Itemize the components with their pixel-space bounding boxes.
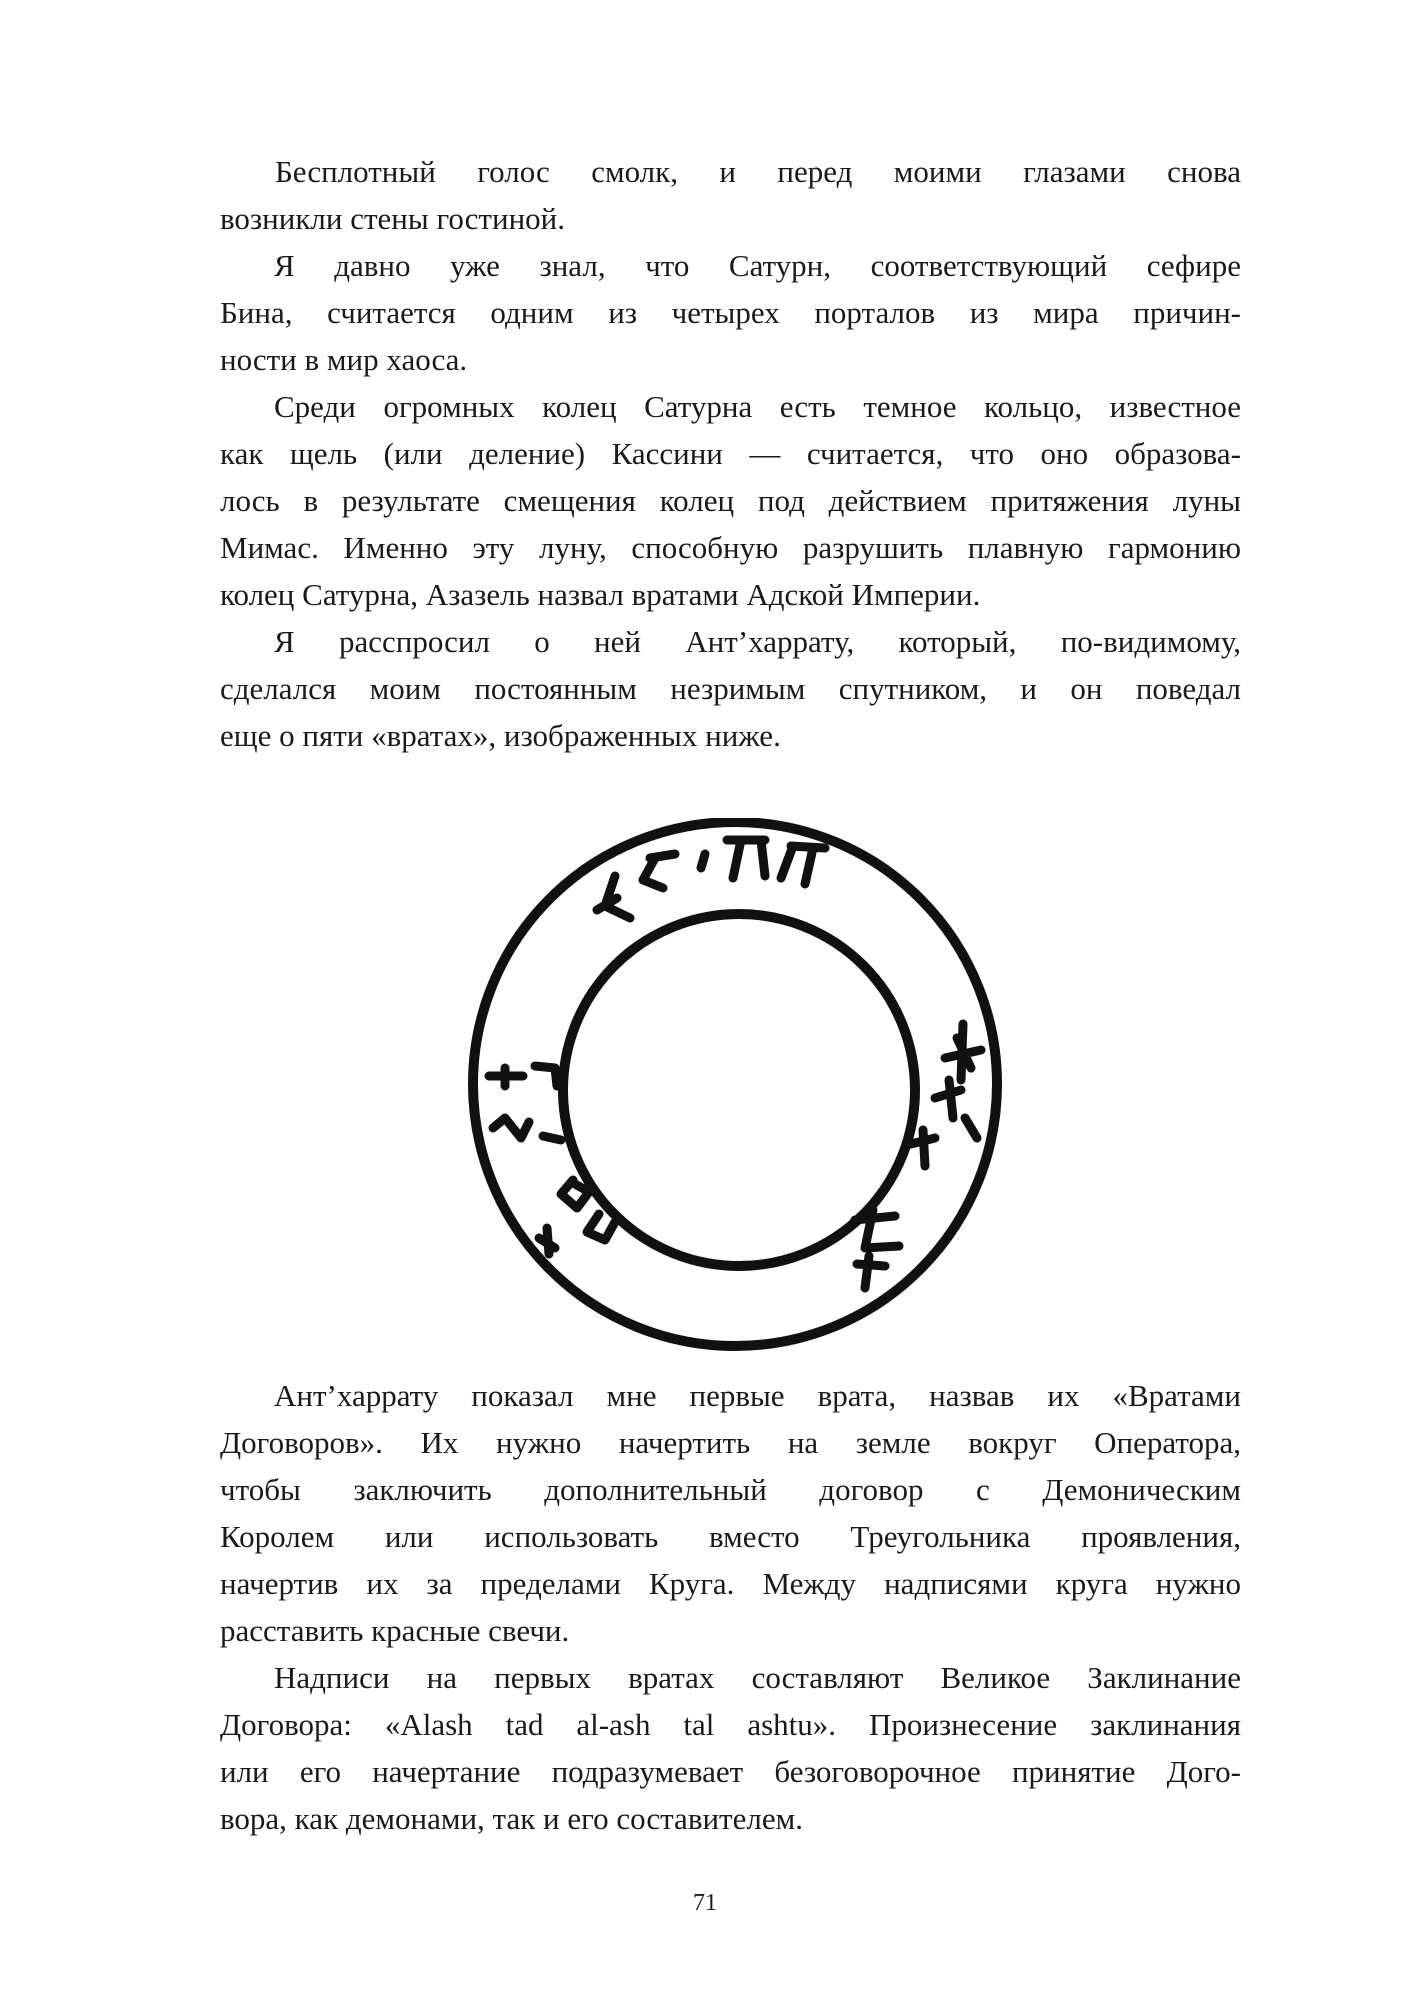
seal-inscription-left bbox=[489, 1066, 615, 1254]
text-line: еще о пяти «вратах», изображенных ниже. bbox=[220, 718, 781, 753]
text-line: чтобы заключить дополнительный договор с Демоническим bbox=[220, 1472, 1241, 1507]
paragraph-5 bbox=[220, 1372, 1241, 1654]
text-line: Я давно уже знал, что Сатурн, соответствующий сефире bbox=[274, 248, 1241, 283]
text-line: Среди огромных колец Сатурна есть темное кольцо, известное bbox=[274, 389, 1241, 424]
text-line: расставить красные свечи. bbox=[220, 1613, 570, 1648]
text-line: лось в результате смещения колец под действием притяжения луны bbox=[220, 483, 1241, 518]
body-text-top bbox=[220, 148, 1241, 759]
paragraph-3 bbox=[220, 383, 1241, 618]
text-line: вора, как демонами, так и его составителем. bbox=[220, 1801, 803, 1836]
text-line: сделался моим постоянным незримым спутником, и он поведал bbox=[220, 671, 1241, 706]
paragraph-4 bbox=[220, 618, 1241, 759]
text-line: как щель (или деление) Кассини — считается, что оно образова- bbox=[220, 436, 1241, 471]
text-line: Ант’харрату показал мне первые врата, назвав их «Вратами bbox=[274, 1378, 1241, 1413]
text-line: Я расспросил о ней Ант’харрату, который, по-видимому, bbox=[274, 624, 1241, 659]
page-number: 71 bbox=[693, 1890, 717, 1916]
text-line: Бесплотный голос смолк, и перед моими глазами снова bbox=[275, 154, 1241, 189]
text-line: Мимас. Именно эту луну, способную разрушить плавную гармонию bbox=[220, 530, 1241, 565]
inner-ring bbox=[563, 914, 915, 1266]
text-line: Договора: «Alash tad al-ash tal ashtu». Произнесение заклинания bbox=[220, 1707, 1241, 1742]
paragraph-6 bbox=[220, 1654, 1241, 1842]
gates-of-contracts-seal bbox=[465, 818, 1005, 1358]
paragraph-2 bbox=[220, 242, 1241, 383]
text-line: колец Сатурна, Азазель назвал вратами Адской Империи. bbox=[220, 577, 981, 612]
text-line: Договоров». Их нужно начертить на земле вокруг Оператора, bbox=[220, 1425, 1241, 1460]
paragraph-1 bbox=[220, 148, 1241, 242]
text-line: Надписи на первых вратах составляют Великое Заклинание bbox=[274, 1660, 1241, 1695]
text-line: возникли стены гостиной. bbox=[220, 201, 565, 236]
body-text-bottom bbox=[220, 1372, 1241, 1842]
text-line: Королем или использовать вместо Треугольника проявления, bbox=[220, 1519, 1241, 1554]
seal-inscription-top bbox=[597, 840, 825, 918]
text-line: Бина, считается одним из четырех порталов из мира причин- bbox=[220, 295, 1241, 330]
text-line: ности в мир хаоса. bbox=[220, 342, 468, 377]
text-line: или его начертание подразумевает безоговорочное принятие Дого- bbox=[220, 1754, 1241, 1789]
text-line: начертив их за пределами Круга. Между надписями круга нужно bbox=[220, 1566, 1241, 1601]
